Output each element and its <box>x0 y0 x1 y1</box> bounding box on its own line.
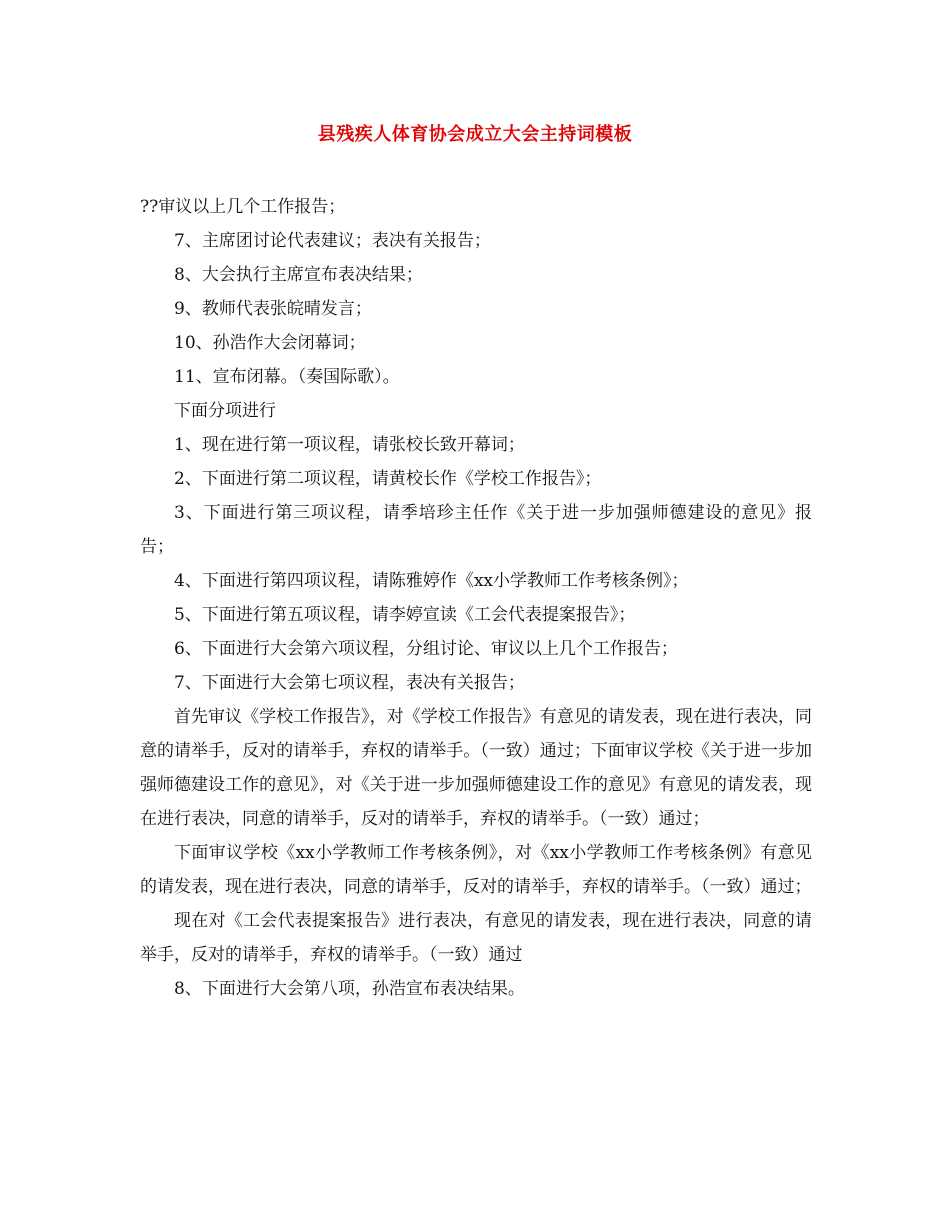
paragraph: 10、孙浩作大会闭幕词； <box>174 333 366 353</box>
paragraph: 11、宣布闭幕。（奏国际歌）。 <box>174 367 400 387</box>
paragraph: 下面分项进行 <box>174 401 276 421</box>
paragraph: 下面审议学校《xx小学教师工作考核条例》，对《xx小学教师工作考核条例》有意见的请发表，现在进行表决，同意的请举手，反对的请举手，弃权的请举手。（一致）通过； <box>140 843 812 897</box>
paragraph: 4、下面进行第四项议程，请陈雅婷作《xx小学教师工作考核条例》； <box>174 571 689 591</box>
document-title: 县残疾人体育协会成立大会主持词模板 <box>317 124 633 145</box>
paragraph: 3、下面进行第三项议程，请季培珍主任作《关于进一步加强师德建设的意见》报告； <box>140 503 812 557</box>
paragraph: 1、现在进行第一项议程，请张校长致开幕词； <box>174 435 525 455</box>
paragraph: 5、下面进行第五项议程，请李婷宣读《工会代表提案报告》； <box>174 605 636 625</box>
paragraph: 2、下面进行第二项议程，请黄校长作《学校工作报告》； <box>174 469 602 489</box>
paragraph: 9、教师代表张皖晴发言； <box>174 299 372 319</box>
paragraph: 7、下面进行大会第七项议程，表决有关报告； <box>174 673 525 693</box>
paragraph: ??审议以上几个工作报告； <box>140 197 346 217</box>
paragraph: 现在对《工会代表提案报告》进行表决，有意见的请发表，现在进行表决，同意的请举手，反对的请举手，弃权的请举手。（一致）通过 <box>140 911 812 965</box>
paragraph: 首先审议《学校工作报告》，对《学校工作报告》有意见的请发表，现在进行表决，同意的请举手，反对的请举手，弃权的请举手。（一致）通过；下面审议学校《关于进一步加强师德建设工作的意见》，对《关于进一步加强师德建设工作的意见》有意见的请发表，现在进行表决，同意的请举手，反对的请举手，弃权的请举手。（一致）通过； <box>140 707 812 829</box>
paragraph: 8、大会执行主席宣布表决结果； <box>174 265 423 285</box>
paragraph: 6、下面进行大会第六项议程，分组讨论、审议以上几个工作报告； <box>174 639 678 659</box>
document-body <box>140 190 812 1006</box>
paragraph: 8、下面进行大会第八项，孙浩宣布表决结果。 <box>174 979 525 999</box>
paragraph: 7、主席团讨论代表建议；表决有关报告； <box>174 231 491 251</box>
